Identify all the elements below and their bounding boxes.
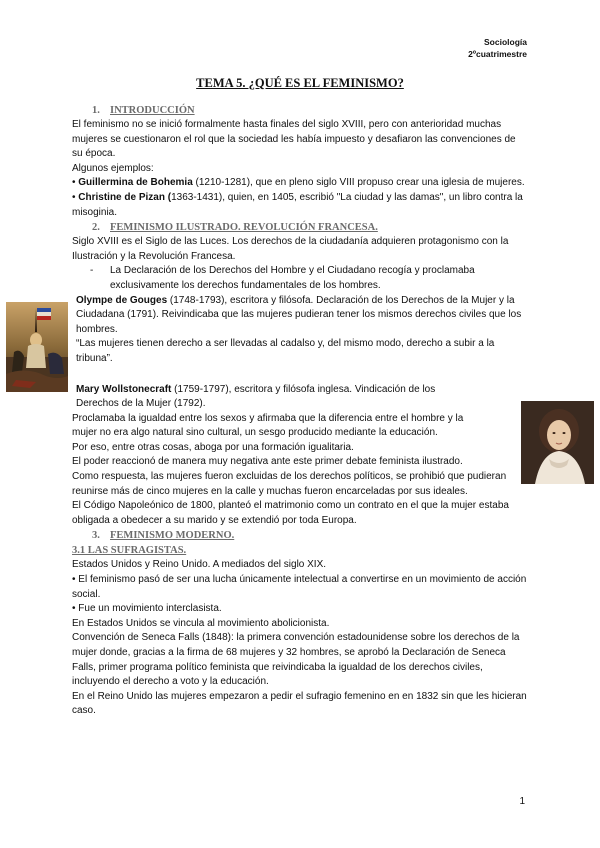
suffragists-paragraph-3: • Fue un movimiento interclasista.	[72, 603, 222, 615]
wollstonecraft-portrait-graphic	[521, 401, 594, 484]
liberty-painting-image	[6, 302, 68, 392]
napoleonic-code-paragraph: El Código Napoleónico de 1800, planteó el matrimonio como un contrato en el que la mujer estaba obligada a obedecer a su marido y se extendió por toda Europa.	[72, 500, 509, 526]
seneca-falls-paragraph: Convención de Seneca Falls (1848): la primera convención estadounidense sobre los derechos de la mujer donde, gracias a la firma de 68 mujeres y 32 hombres, se aprobó la Declaración de Seneca Falls, primer programa político feminista que reivindicaba la igualdad de los derechos civiles, incluyendo el derecho a voto y la educación.	[72, 632, 520, 688]
declaration-list-item: - La Declaración de los Derechos del Hombre y el Ciudadano recogía y proclamaba exclusivamente los derechos fundamentales de los hombres.	[90, 265, 475, 291]
mary-paragraph-3: Por eso, entre otras cosas, aboga por una formación igualitaria.	[72, 441, 354, 453]
example-christine: • Christine de Pizan (1363-1431), quien, en 1405, escribió "La ciudad y las damas", un libro contra la misoginia.	[72, 191, 523, 218]
intro-paragraph: El feminismo no se inició formalmente hasta finales del siglo XVIII, pero con anterioridad muchas mujeres se cuestionaron el rol que la sociedad les había impuesto y desafiaron las convenciones de su época.	[72, 119, 516, 160]
liberty-painting-graphic	[6, 302, 68, 392]
section-3-heading: 3. FEMINISMO MODERNO.	[92, 530, 235, 542]
suffragists-paragraph-2: • El feminismo pasó de ser una lucha únicamente intelectual a convertirse en un movimiento de acción social.	[72, 574, 527, 600]
suffragists-paragraph-1: Estados Unidos y Reino Unido. A mediados del siglo XIX.	[72, 559, 327, 571]
document-body	[72, 103, 527, 719]
mary-paragraph: Mary Wollstonecraft (1759-1797), escritora y filósofa inglesa. Vindicación de los Derechos de la Mujer (1792).	[76, 383, 436, 410]
mary-paragraph-4: El poder reaccionó de manera muy negativa ante este primer debate feminista ilustrado.	[72, 456, 463, 468]
subsection-3-1-heading: 3.1 LAS SUFRAGISTAS.	[72, 545, 187, 557]
wollstonecraft-portrait-image	[521, 401, 594, 484]
section-2-heading: 2. FEMINISMO ILUSTRADO. REVOLUCIÓN FRANCESA.	[92, 222, 378, 234]
suffragists-paragraph-4: En Estados Unidos se vincula al movimiento abolicionista.	[72, 617, 330, 629]
header-subject: Sociología	[484, 37, 527, 47]
examples-label: Algunos ejemplos:	[72, 162, 154, 174]
olympe-paragraph: Olympe de Gouges (1748-1793), escritora y filósofa. Declaración de los Derechos de la Mujer y la Ciudadana (1791). Reivindicaba que las mujeres pudieran tener los mismos derechos civiles que los hombres.	[76, 294, 522, 335]
exclusion-paragraph: Como respuesta, las mujeres fueron excluidas de los derechos políticos, se prohibió que pudieran reunirse más de cinco mujeres en la calle y muchas fueron encarceladas por sus ideales.	[72, 471, 507, 497]
enlightenment-paragraph: Siglo XVIII es el Siglo de las Luces. Los derechos de la ciudadanía adquieren protagonismo con la Ilustración y la Revolución Francesa.	[72, 236, 509, 262]
uk-suffrage-paragraph: En el Reino Unido las mujeres empezaron a pedir el sufragio femenino en en 1832 sin que les hicieran caso.	[72, 690, 527, 717]
wollstonecraft-block	[72, 383, 477, 471]
page-header	[468, 36, 527, 60]
olympe-quote: “Las mujeres tienen derecho a ser llevadas al cadalso y, del mismo modo, derecho a subir a la tribuna”.	[76, 338, 495, 364]
page-number: 1	[519, 796, 525, 807]
section-1-heading: 1. INTRODUCCIÓN	[92, 105, 195, 116]
example-guillermina: • Guillermina de Bohemia (1210-1281), que en pleno siglo VIII propuso crear una iglesia de mujeres.	[72, 177, 525, 189]
mary-paragraph-2: Proclamaba la igualdad entre los sexos y afirmaba que la diferencia entre el hombre y la mujer no era algo natural sino cultural, un sesgo producido mediante la educación.	[72, 412, 464, 439]
document-title: TEMA 5. ¿QUÉ ES EL FEMINISMO?	[196, 76, 404, 90]
header-term: 2ºcuatrimestre	[468, 49, 527, 59]
